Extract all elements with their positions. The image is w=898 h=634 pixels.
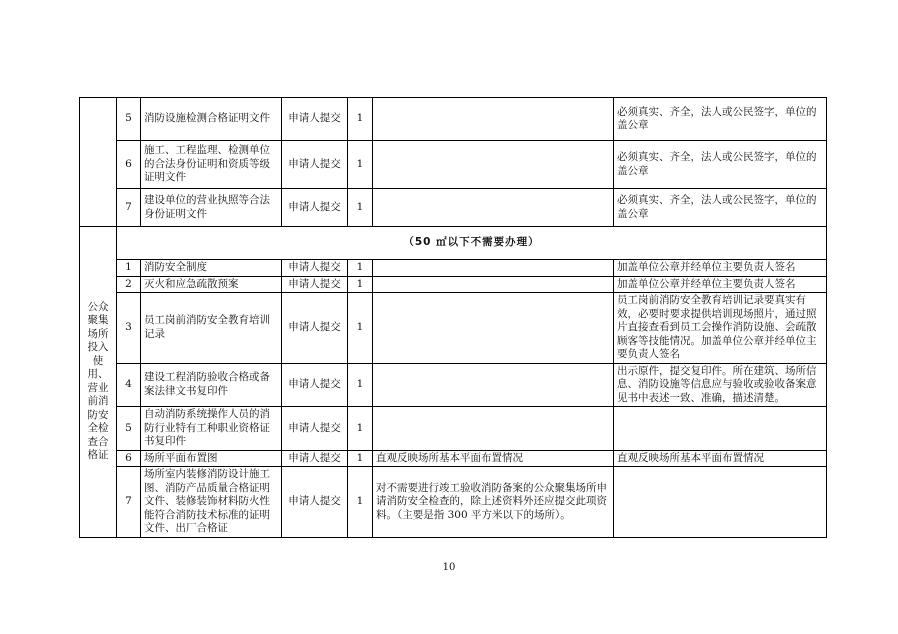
submitter: 申请人提交 xyxy=(282,293,348,364)
material-name: 员工岗前消防安全教育培训记录 xyxy=(141,293,282,364)
material-name: 自动消防系统操作人员的消防行业特有工种职业资格证书复印件 xyxy=(141,407,282,451)
page-number: 10 xyxy=(442,562,456,573)
quantity: 1 xyxy=(348,98,373,141)
basis xyxy=(373,363,614,407)
material-name: 消防设施检测合格证明文件 xyxy=(141,98,282,141)
row-number: 5 xyxy=(117,407,141,451)
table-row xyxy=(80,141,827,189)
category-label: 公众聚集场所投入使用、营业前消防安全检查合格证 xyxy=(80,227,117,538)
area-exemption-banner: （50 ㎡以下不需要办理） xyxy=(117,227,827,260)
quantity: 1 xyxy=(348,467,373,538)
category-cell-top xyxy=(80,98,117,227)
requirement-note: 必须真实、齐全，法人或公民签字，单位的盖公章 xyxy=(614,141,827,189)
quantity: 1 xyxy=(348,363,373,407)
requirement-note: 加盖单位公章并经单位主要负责人签名 xyxy=(614,260,827,277)
basis xyxy=(373,141,614,189)
table-row xyxy=(80,260,827,277)
table-row xyxy=(80,98,827,141)
requirement-note xyxy=(614,407,827,451)
quantity: 1 xyxy=(348,276,373,293)
submitter: 申请人提交 xyxy=(282,276,348,293)
quantity: 1 xyxy=(348,189,373,227)
banner-row xyxy=(80,227,827,260)
quantity: 1 xyxy=(348,260,373,277)
row-number: 3 xyxy=(117,293,141,364)
quantity: 1 xyxy=(348,141,373,189)
basis xyxy=(373,407,614,451)
material-name: 灭火和应急疏散预案 xyxy=(141,276,282,293)
row-number: 6 xyxy=(117,141,141,189)
table-row xyxy=(80,450,827,467)
requirement-note: 必须真实、齐全，法人或公民签字，单位的盖公章 xyxy=(614,98,827,141)
submitter: 申请人提交 xyxy=(282,189,348,227)
requirement-note: 员工岗前消防安全教育培训记录要真实有效，必要时要求提供培训现场照片，通过照片直接查看到员工会操作消防设施、会疏散顾客等技能情况。加盖单位公章并经单位主要负责人签名 xyxy=(614,293,827,364)
material-name: 消防安全制度 xyxy=(141,260,282,277)
submitter: 申请人提交 xyxy=(282,363,348,407)
table-row xyxy=(80,363,827,407)
materials-table xyxy=(79,97,827,538)
table-row xyxy=(80,407,827,451)
submitter: 申请人提交 xyxy=(282,98,348,141)
table-row xyxy=(80,276,827,293)
submitter: 申请人提交 xyxy=(282,141,348,189)
submitter: 申请人提交 xyxy=(282,407,348,451)
basis xyxy=(373,98,614,141)
basis: 对不需要进行竣工验收消防备案的公众聚集场所申请消防安全检查的，除上述资料外还应提交此项资料。（主要是指 300 平方米以下的场所）。 xyxy=(373,467,614,538)
basis xyxy=(373,189,614,227)
row-number: 6 xyxy=(117,450,141,467)
material-name: 建设工程消防验收合格或备案法律文书复印件 xyxy=(141,363,282,407)
basis xyxy=(373,293,614,364)
material-name: 建设单位的营业执照等合法身份证明文件 xyxy=(141,189,282,227)
requirement-note: 出示原件，提交复印件。所在建筑、场所信息、消防设施等信息应与验收或验收备案意见书中表述一致、准确，描述清楚。 xyxy=(614,363,827,407)
material-name: 场所室内装修消防设计施工图、消防产品质量合格证明文件、装修装饰材料防火性能符合消防技术标准的证明文件、出厂合格证 xyxy=(141,467,282,538)
material-name: 施工、工程监理、检测单位的合法身份证明和资质等级证明文件 xyxy=(141,141,282,189)
table-row xyxy=(80,467,827,538)
submitter: 申请人提交 xyxy=(282,450,348,467)
requirement-note: 必须真实、齐全，法人或公民签字，单位的盖公章 xyxy=(614,189,827,227)
submitter: 申请人提交 xyxy=(282,260,348,277)
basis xyxy=(373,260,614,277)
row-number: 1 xyxy=(117,260,141,277)
row-number: 4 xyxy=(117,363,141,407)
basis xyxy=(373,276,614,293)
row-number: 7 xyxy=(117,189,141,227)
row-number: 7 xyxy=(117,467,141,538)
requirement-note: 直观反映场所基本平面布置情况 xyxy=(614,450,827,467)
quantity: 1 xyxy=(348,450,373,467)
quantity: 1 xyxy=(348,407,373,451)
row-number: 5 xyxy=(117,98,141,141)
row-number: 2 xyxy=(117,276,141,293)
requirement-note xyxy=(614,467,827,538)
table-row xyxy=(80,189,827,227)
material-name: 场所平面布置图 xyxy=(141,450,282,467)
requirement-note: 加盖单位公章并经单位主要负责人签名 xyxy=(614,276,827,293)
submitter: 申请人提交 xyxy=(282,467,348,538)
quantity: 1 xyxy=(348,293,373,364)
basis: 直观反映场所基本平面布置情况 xyxy=(373,450,614,467)
table-row xyxy=(80,293,827,364)
